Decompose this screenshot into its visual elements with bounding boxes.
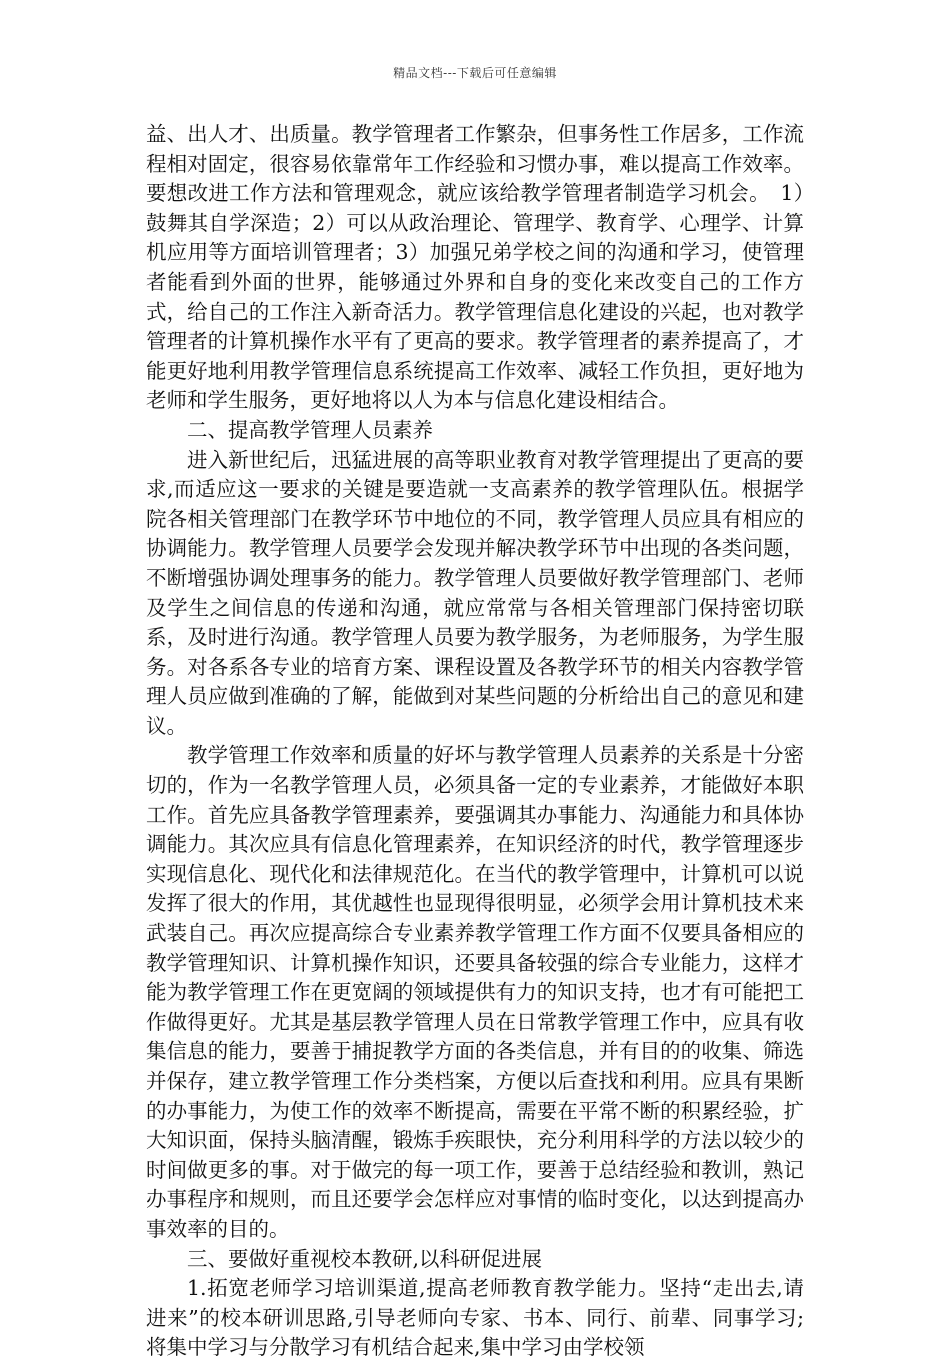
paragraph-continuation: 益、出人才、出质量。教学管理者工作繁杂，但事务性工作居多，工作流程相对固定，很容易依靠常年工作经验和习惯办事，难以提高工作效率。要想改进工作方法和管理观念，就应该给教学管理者制造学习机会。 1）鼓舞其自学深造；2）可以从政治理论、管理学、教育学、心理学、计算机应用等方面培训管理者；3）加强兄弟学校之间的沟通和学习，使管理者能看到外面的世界，能够通过外界和自身的变化来改变自己的工作方式，给自己的工作注入新奇活力。教学管理信息化建设的兴起，也对教学管理者的计算机操作水平有了更高的要求。教学管理者的素养提高了，才能更好地利用教学管理信息系统提高工作效率、减轻工作负担，更好地为老师和学生服务，更好地将以人为本与信息化建设相结合。 xyxy=(146,122,804,413)
document-body xyxy=(146,120,804,1363)
section-heading-2: 二、提高教学管理人员素养 xyxy=(187,417,433,442)
paragraph-3: 教学管理工作效率和质量的好坏与教学管理人员素养的关系是十分密切的，作为一名教学管理人员，必须具备一定的专业素养，才能做好本职工作。首先应具备教学管理素养，要强调其办事能力、沟通能力和具体协调能力。其次应具有信息化管理素养，在知识经济的时代，教学管理逐步实现信息化、现代化和法律规范化。在当代的教学管理中，计算机可以说发挥了很大的作用，其优越性也显现得很明显，必须学会用计算机技术来武装自己。再次应提高综合专业素养教学管理工作方面不仅要具备相应的教学管理知识、计算机操作知识，还要具备较强的综合专业能力，这样才能为教学管理工作在更宽阔的领域提供有力的知识支持，也才有可能把工作做得更好。尤其是基层教学管理人员在日常教学管理工作中，应具有收集信息的能力，要善于捕捉教学方面的各类信息，并有目的的收集、筛选并保存，建立教学管理工作分类档案，方便以后查找和利用。应具有果断的办事能力，为使工作的效率不断提高，需要在平常不断的积累经验，扩大知识面，保持头脑清醒，锻炼手疾眼快，充分利用科学的方法以较少的时间做更多的事。对于做完的每一项工作，要善于总结经验和教训，熟记办事程序和规则，而且还要学会怎样应对事情的临时变化，以达到提高办事效率的目的。 xyxy=(146,743,804,1241)
section-heading-3: 三、要做好重视校本教研,以科研促进展 xyxy=(187,1246,543,1271)
page-header: 精品文档---下载后可任意编辑 xyxy=(393,66,557,80)
paragraph-4: 1.拓宽老师学习培训渠道,提高老师教育教学能力。坚持“走出去,请进来”的校本研训思路,引导老师向专家、书本、同行、前辈、同事学习;将集中学习与分散学习有机结合起来,集中学习由学校领 xyxy=(146,1276,804,1360)
paragraph-2: 进入新世纪后，迅猛进展的高等职业教育对教学管理提出了更高的要求,而适应这一要求的关键是要造就一支高素养的教学管理队伍。根据学院各相关管理部门在教学环节中地位的不同，教学管理人员应具有相应的协调能力。教学管理人员要学会发现并解决教学环节中出现的各类问题，不断增强协调处理事务的能力。教学管理人员要做好教学管理部门、老师及学生之间信息的传递和沟通，就应常常与各相关管理部门保持密切联系，及时进行沟通。教学管理人员要为教学服务，为老师服务，为学生服务。对各系各专业的培育方案、课程设置及各教学环节的相关内容教学管理人员应做到准确的了解，能做到对某些问题的分析给出自己的意见和建议。 xyxy=(146,447,804,738)
